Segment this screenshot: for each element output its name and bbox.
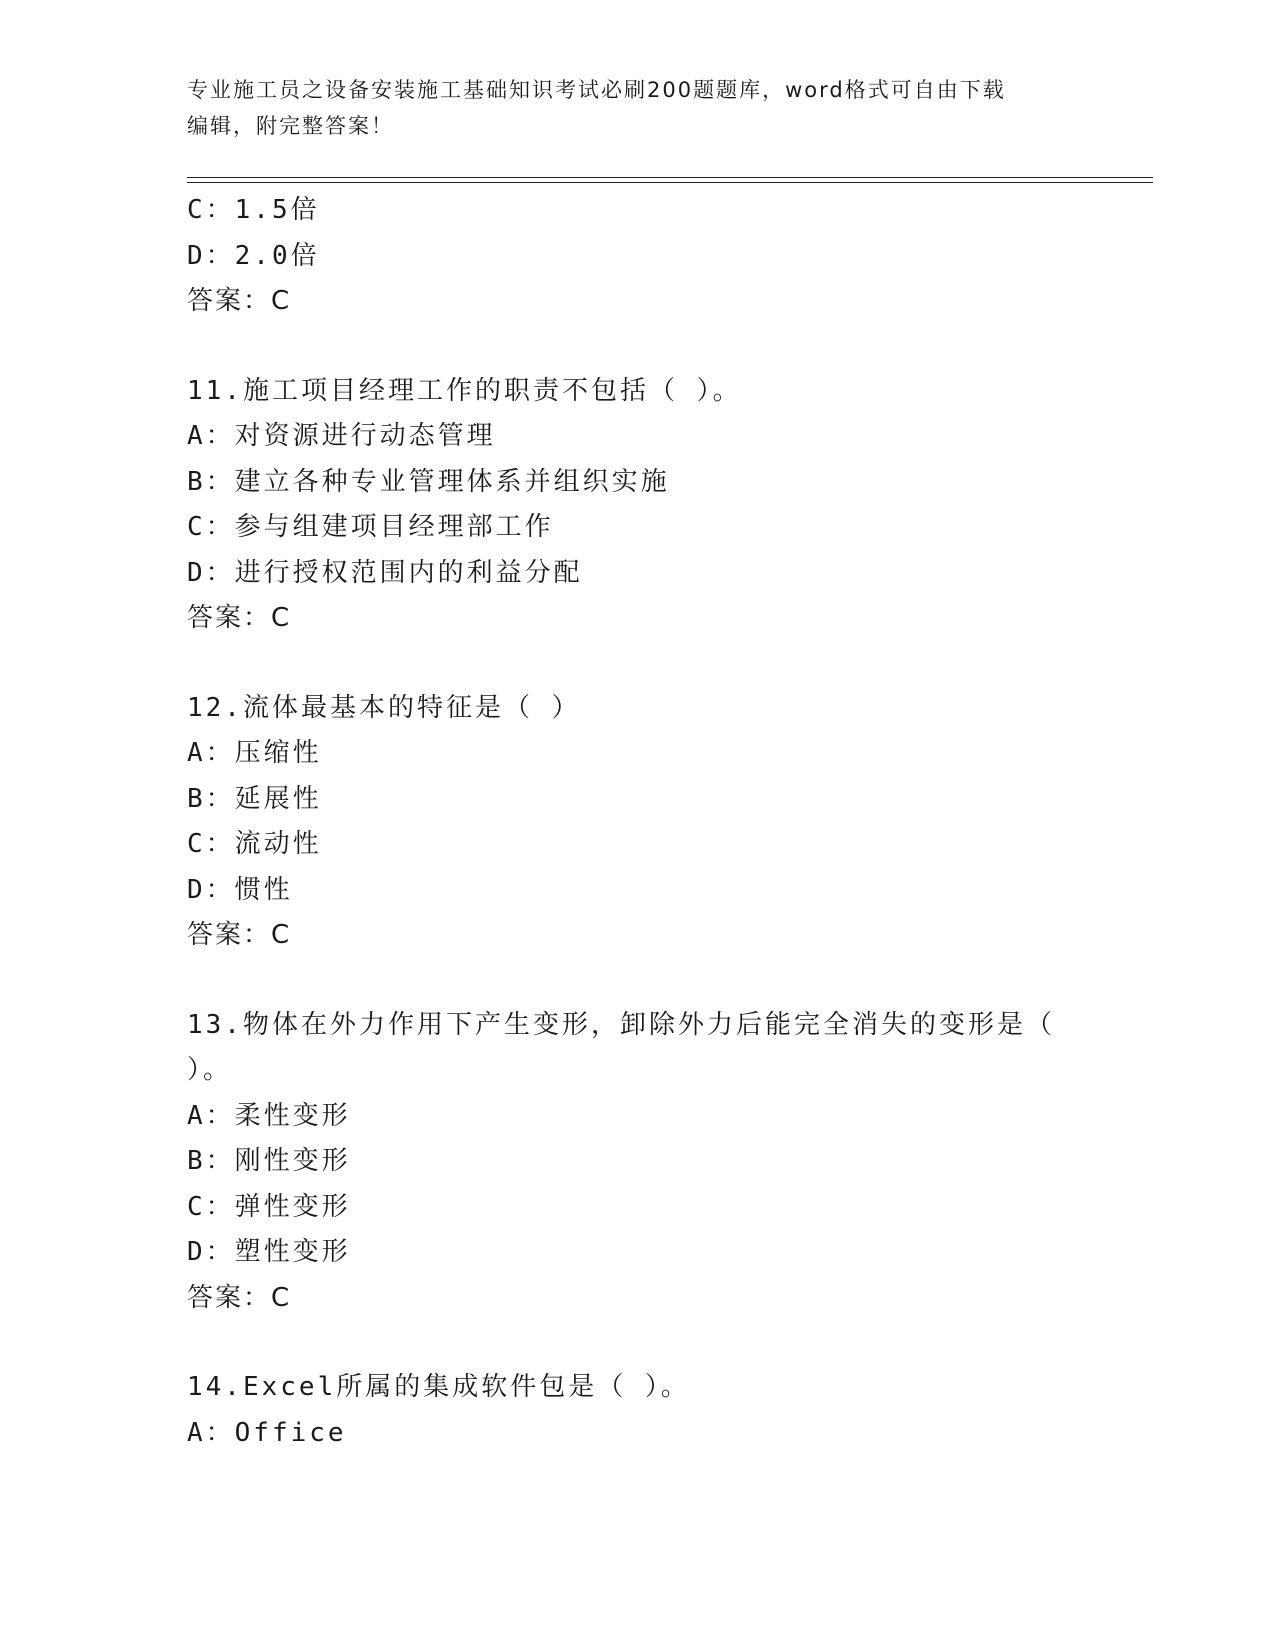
option-c: C：弹性变形 [187, 1191, 351, 1222]
option-a: A：Office [187, 1417, 347, 1448]
question-block-12 [187, 686, 1087, 959]
header-divider-bottom [187, 182, 1153, 183]
option-c: C：参与组建项目经理部工作 [187, 512, 554, 542]
spacer [187, 642, 1087, 686]
question-block-10 [187, 188, 1087, 325]
question-block-14 [187, 1365, 1087, 1456]
option-c: C：1.5倍 [187, 195, 320, 225]
spacer [187, 325, 1087, 369]
answer-line: 答案：C [187, 603, 292, 633]
option-a: A：对资源进行动态管理 [187, 421, 496, 451]
answer-line: 答案：C [187, 920, 292, 950]
option-d: D：进行授权范围内的利益分配 [187, 557, 583, 588]
option-d: D：2.0倍 [187, 240, 320, 271]
question-block-11 [187, 369, 1087, 642]
option-d: D：塑性变形 [187, 1237, 351, 1267]
question-title-line-1: 13.物体在外力作用下产生变形，卸除外力后能完全消失的变形是（ [187, 1009, 1055, 1040]
option-b: B：刚性变形 [187, 1146, 351, 1176]
header-line-1: 专业施工员之设备安装施工基础知识考试必刷200题题库，word格式可自由下载 [187, 78, 1006, 102]
option-a: A：压缩性 [187, 738, 322, 768]
answer-line: 答案：C [187, 1282, 292, 1313]
option-d: D：惯性 [187, 874, 293, 905]
option-c: C：流动性 [187, 829, 322, 859]
header-line-2: 编辑，附完整答案！ [187, 114, 394, 138]
question-block-13 [187, 1003, 1087, 1322]
question-title: 14.Excel所属的集成软件包是（ ）。 [187, 1372, 690, 1402]
spacer [187, 959, 1087, 1003]
question-title: 11.施工项目经理工作的职责不包括（ ）。 [187, 375, 742, 406]
option-b: B：延展性 [187, 783, 322, 814]
option-a: A：柔性变形 [187, 1100, 351, 1131]
spacer [187, 1321, 1087, 1365]
document-header [187, 72, 1067, 144]
question-title: 12.流体最基本的特征是（ ） [187, 692, 581, 723]
question-title-line-2: ）。 [187, 1055, 233, 1085]
question-list [187, 188, 1087, 1456]
option-b: B：建立各种专业管理体系并组织实施 [187, 466, 670, 497]
header-divider-top [187, 177, 1153, 178]
answer-line: 答案：C [187, 286, 292, 316]
